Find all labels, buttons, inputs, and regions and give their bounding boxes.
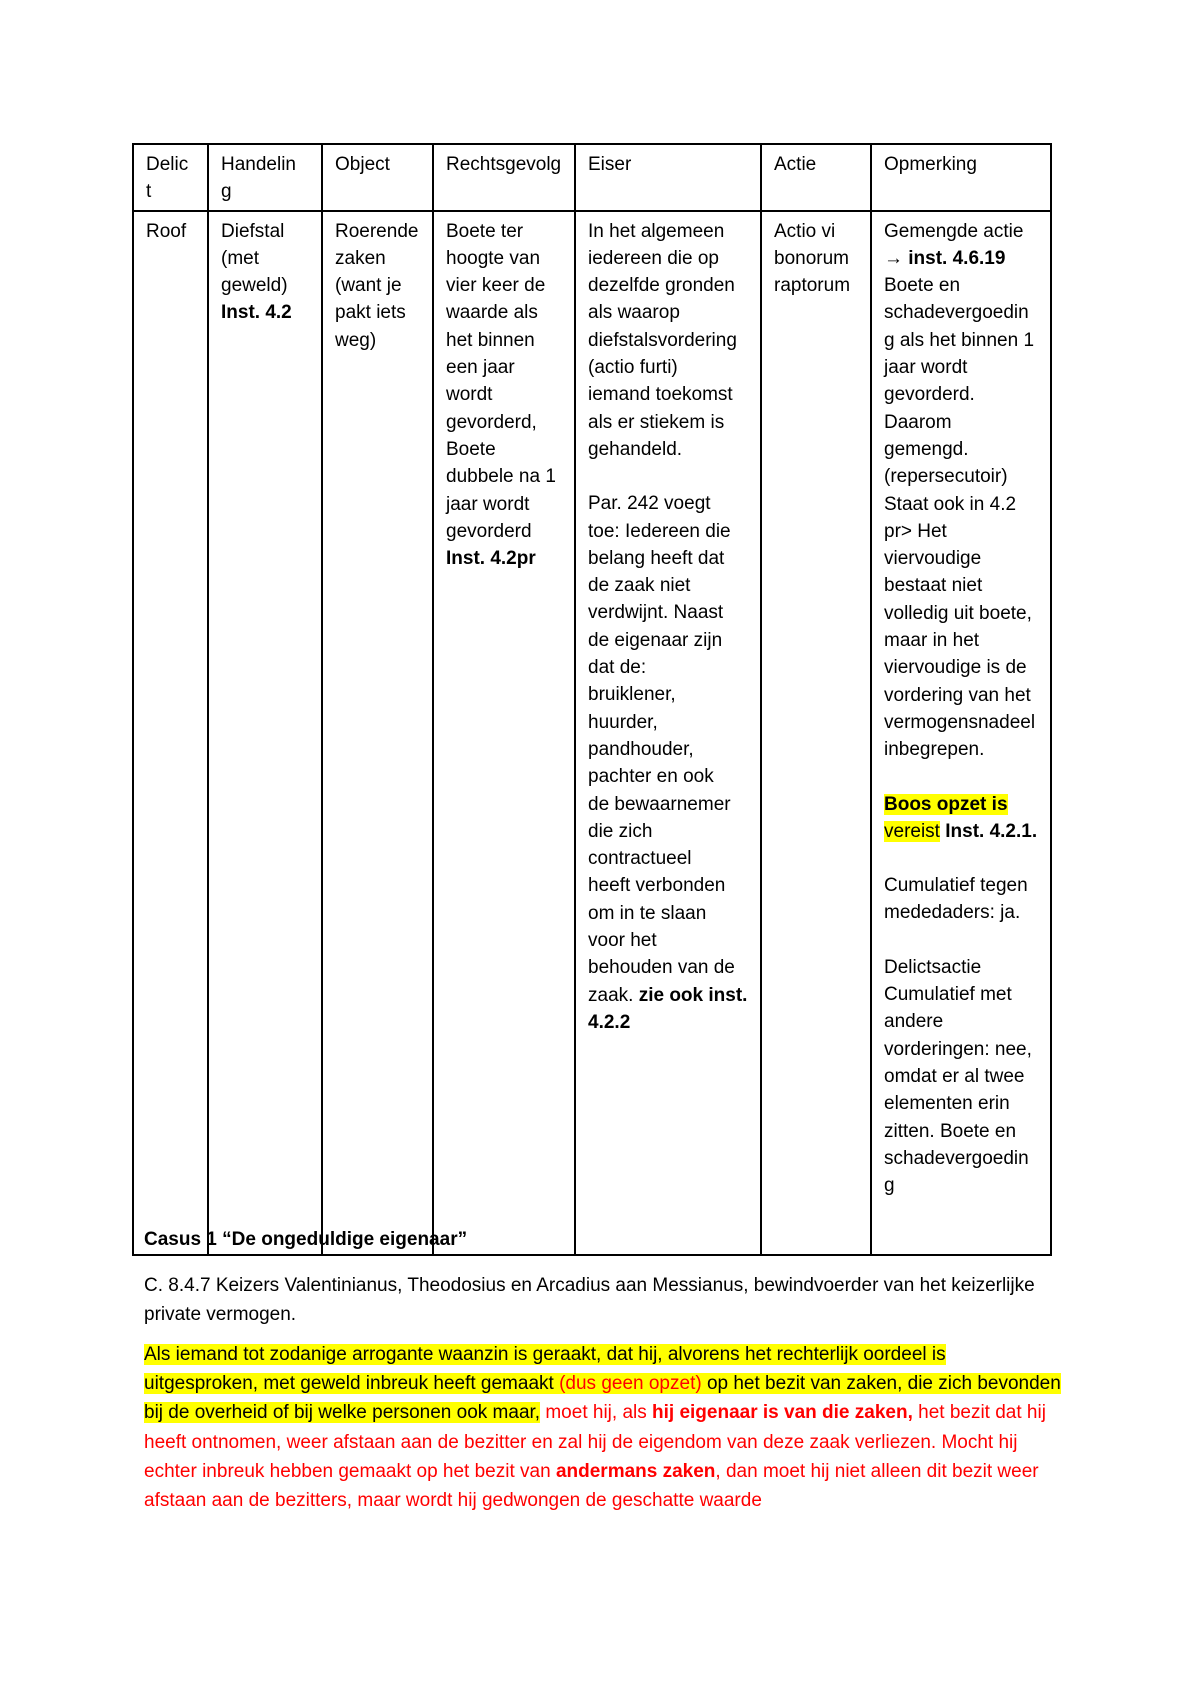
opmerking-paragraph-4 [884,954,1038,1200]
text-line: huurder, [588,711,658,733]
quote-highlight-1: Als iemand tot zodanige arrogante waanzin is geraakt, dat hij, alvorens het rechterlijk oordeel is uitgesproken, met geweld inbreuk heeft gemaakt [144,1344,946,1395]
handeling-text [221,218,309,300]
table-header-row [133,144,1051,211]
eiser-reference-2: 4.2.2 [588,1011,631,1033]
eiser-paragraph-2 [588,490,748,981]
opmerking-highlight-line-2: vereist Inst. 4.2.1. [884,820,1038,842]
text-line: Boete [446,438,496,460]
header-opmerking: Opmerking [871,144,1051,211]
source-reference: C. 8.4.7 Keizers Valentinianus, Theodosius en Arcadius aan Messianus, bewindvoerder van het keizerlijke private vermogen. [144,1275,1035,1325]
text-line: Staat ook in 4.2 [884,493,1017,515]
text-line: vermogensnadeel [884,711,1036,733]
text-line: een jaar [446,357,515,379]
text-line: schadevergoedin [884,1147,1029,1169]
text-line: bestaat niet [884,575,983,597]
text-line: belang heeft dat [588,547,725,569]
text-line: de eigenaar zijn [588,629,723,651]
text-line: vordering van het [884,684,1031,706]
table-row [133,211,1051,1255]
text-line: Delictsactie [884,956,982,978]
rechtsgevolg-reference: Inst. 4.2pr [446,548,536,570]
text-line: om in te slaan [588,902,707,924]
text-line: die zich [588,820,653,842]
opmerking-arrow-reference: → inst. 4.6.19 [884,247,1006,269]
text-line: Roerende [335,220,419,242]
delict-table [132,143,1052,1256]
rechtsgevolg-text [446,218,562,546]
text-line: Cumulatief met [884,984,1012,1006]
text-line: Boete ter [446,220,524,242]
text-line: pachter en ook [588,766,714,788]
text-line: vorderingen: nee, [884,1038,1032,1060]
text-line: Diefstal [221,220,285,242]
text-line: andere [884,1011,944,1033]
text-line: het binnen [446,329,535,351]
text-line: contractueel [588,848,692,870]
text-line: verdwijnt. Naast [588,602,724,624]
text-line: als er stiekem is [588,411,725,433]
text-line: behouden van de [588,957,735,979]
text-line: bonorum [774,247,849,269]
cell-rechtsgevolg [433,211,575,1255]
text-line: Daarom [884,411,952,433]
quote-highlight-2: op het bezit van zaken, die zich bevonden bij de overheid of bij welke personen ook maar, [144,1373,1061,1424]
text-line: gevorderd [446,520,532,542]
opmerking-line-1: Gemengde actie [884,220,1024,242]
text-line: (actio furti) [588,357,678,379]
actie-text [774,218,858,300]
text-line: pr> Het [884,520,947,542]
text-line: voor het [588,930,657,952]
text-line: dezelfde gronden [588,275,735,297]
text-line: diefstalsvordering [588,329,737,351]
text-line: (want je [335,275,402,297]
quote-paragraph [144,1340,1064,1515]
header-rechtsgevolg: Rechtsgevolg [433,144,575,211]
text-line: g als het binnen 1 [884,329,1035,351]
text-line: omdat er al twee [884,1065,1025,1087]
eiser-last-line: zaak. zie ook inst. [588,984,748,1006]
text-line: schadevergoedin [884,302,1029,324]
opmerking-highlight-line-1: Boos opzet is [884,793,1008,815]
text-line: viervoudige is de [884,657,1027,679]
eiser-paragraph-1 [588,218,748,464]
text-line: de zaak niet [588,575,691,597]
text-line: pakt iets [335,302,406,324]
text-line: iedereen die op [588,247,719,269]
header-actie: Actie [761,144,871,211]
text-line: jaar wordt [884,357,968,379]
quote-red-bold-2: andermans zaken [555,1460,716,1482]
text-line: (met [221,247,259,269]
text-line: hoogte van [446,247,541,269]
text-line: zitten. Boete en [884,1120,1017,1142]
text-line: dat de: [588,657,647,679]
text-line: elementen erin [884,1093,1010,1115]
text-line: wordt [446,384,493,406]
cell-handeling [208,211,322,1255]
text-line: Boete en [884,275,961,297]
text-line: viervoudige [884,548,982,570]
text-line: als waarop [588,302,680,324]
text-line: iemand toekomst [588,384,733,406]
text-line: inbegrepen. [884,739,985,761]
header-eiser: Eiser [575,144,761,211]
object-text [335,218,420,354]
quote-red-2: het bezit dat hij heeft ontnomen, weer afstaan aan de bezitter en zal hij de eigendom van deze zaak verliezen. Mocht hij echter inbreuk hebben gemaakt op het bezit van [144,1402,1046,1482]
text-line: vier keer de [446,275,546,297]
header-handeling: Handelin g [208,144,322,211]
text-line: Actio vi [774,220,836,242]
quote-red-1: moet hij, als [540,1402,653,1424]
text-line: weg) [335,329,377,351]
text-line: geweld) [221,275,288,297]
text-line: de bewaarnemer [588,793,731,815]
text-line: heeft verbonden [588,875,726,897]
cell-opmerking [871,211,1051,1255]
cell-actie [761,211,871,1255]
text-line: In het algemeen [588,220,725,242]
text-line: gevorderd. [884,384,975,406]
text-line: bruiklener, [588,684,676,706]
text-line: maar in het [884,630,980,652]
text-line: gevorderd, [446,411,537,433]
opmerking-paragraph-1 [884,272,1038,763]
text-line: mededaders: ja. [884,902,1021,924]
quote-red-bold-1: hij eigenaar is van die zaken, [652,1402,913,1424]
cell-eiser [575,211,761,1255]
text-line: volledig uit boete, [884,602,1032,624]
text-line: Cumulatief tegen [884,875,1028,897]
handeling-reference: Inst. 4.2 [221,302,292,324]
opmerking-paragraph-3 [884,872,1038,927]
casus-title: Casus 1 “De ongeduldige eigenaar” [144,1229,468,1250]
text-line: waarde als [446,302,538,324]
text-line: pandhouder, [588,738,694,760]
eiser-reference: zie ook inst. [638,984,748,1006]
header-delict: Delic t [133,144,208,211]
cell-delict: Roof [133,211,208,1255]
text-line: gemengd. [884,438,969,460]
text-line: Par. 242 voegt [588,493,711,515]
text-line: (repersecutoir) [884,466,1008,488]
text-line: dubbele na 1 [446,466,556,488]
quote-red-parenthetical: (dus geen opzet) [559,1373,702,1395]
quote-red-3: , dan moet hij niet alleen dit bezit weer afstaan aan de bezitters, maar wordt hij gedwongen de geschatte waarde [144,1460,1039,1512]
text-line: raptorum [774,275,851,297]
text-line: jaar wordt [446,493,530,515]
text-line: gehandeld. [588,438,683,460]
text-line: g [884,1175,895,1197]
text-line: toe: Iedereen die [588,520,731,542]
cell-object [322,211,433,1255]
text-line: zaken [335,247,386,269]
header-object: Object [322,144,433,211]
